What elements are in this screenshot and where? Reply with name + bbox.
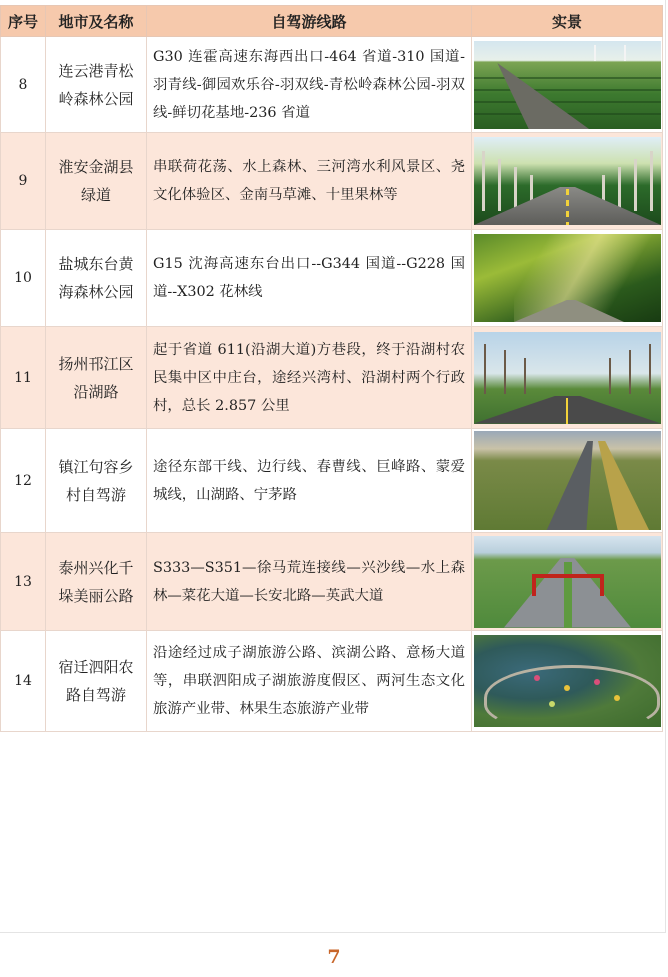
city-name-line: 宿迁泗阳农 (58, 658, 134, 676)
row-index: 9 (1, 133, 46, 230)
table-row (1, 133, 663, 230)
row-index: 11 (1, 327, 46, 429)
header-photo: 实景 (472, 6, 663, 37)
city-name-line: 海森林公园 (58, 283, 134, 301)
row-route: 串联荷花荡、水上森林、三河湾水利风景区、尧文化体验区、金南马草滩、十里果林等 (147, 133, 472, 230)
highway-red-gate-photo (474, 536, 661, 628)
row-index: 8 (1, 37, 46, 133)
table-row (1, 37, 663, 133)
city-name-line: 村自驾游 (65, 485, 126, 504)
table-row (1, 429, 663, 533)
row-route: G15 沈海高速东台出口--G344 国道--G228 国道--X302 花林线 (147, 230, 472, 327)
row-city-name (46, 133, 147, 230)
city-name-line: 路自驾游 (65, 686, 126, 704)
city-name-line: 连云港青松 (58, 61, 134, 80)
sunlit-forest-road-photo (474, 234, 661, 322)
forest-highway-aerial-photo (474, 41, 661, 129)
row-city-name (46, 429, 147, 533)
lakeside-road-photo (474, 332, 661, 424)
table-row (1, 533, 663, 631)
row-city-name (46, 631, 147, 732)
header-route: 自驾游线路 (147, 6, 472, 37)
lakeside-park-aerial-photo (474, 635, 661, 727)
row-city-name (46, 37, 147, 133)
table-header-row (1, 6, 663, 37)
row-index: 14 (1, 631, 46, 732)
row-city-name (46, 327, 147, 429)
row-city-name (46, 533, 147, 631)
countryside-highway-aerial-photo (474, 431, 661, 530)
city-name-line: 沿湖路 (73, 382, 119, 401)
tree-lined-road-photo (474, 137, 661, 225)
city-name-line: 绿道 (80, 186, 111, 204)
row-city-name (46, 230, 147, 327)
header-city-name: 地市及名称 (46, 6, 147, 37)
row-route: 起于省道 611(沿湖大道)方巷段，终于沿湖村农民集中区中庄台，途经兴湾村、沿湖村两个行政村，总长 2.857 公里 (147, 327, 472, 429)
table-row (1, 631, 663, 732)
header-index: 序号 (1, 6, 46, 37)
row-index: 13 (1, 533, 46, 631)
row-index: 10 (1, 230, 46, 327)
city-name-line: 镇江句容乡 (58, 457, 134, 476)
row-route: G30 连霍高速东海西出口-464 省道-310 国道-羽青线-御园欢乐谷-羽双线-青松岭森林公园-羽双线-鲜切花基地-236 省道 (147, 37, 472, 133)
table-row (1, 327, 663, 429)
row-route: S333—S351—徐马荒连接线—兴沙线—水上森林—菜花大道—长安北路—英武大道 (147, 533, 472, 631)
row-index: 12 (1, 429, 46, 533)
city-name-line: 扬州邗江区 (58, 354, 134, 373)
row-route: 沿途经过成子湖旅游公路、滨湖公路、意杨大道等，串联泗阳成子湖旅游度假区、两河生态文化旅游产业带、林果生态旅游产业带 (147, 631, 472, 732)
scenic-drive-table (0, 5, 663, 732)
city-name-line: 盐城东台黄 (58, 255, 134, 273)
city-name-line: 岭森林公园 (58, 89, 134, 108)
table-row (1, 230, 663, 327)
page-number: 7 (327, 946, 341, 968)
city-name-line: 泰州兴化千 (58, 558, 134, 577)
city-name-line: 垛美丽公路 (58, 586, 134, 605)
row-route: 途径东部干线、边行线、春曹线、巨峰路、蒙爱城线，山湖路、宁茅路 (147, 429, 472, 533)
city-name-line: 淮安金湖县 (58, 158, 134, 176)
